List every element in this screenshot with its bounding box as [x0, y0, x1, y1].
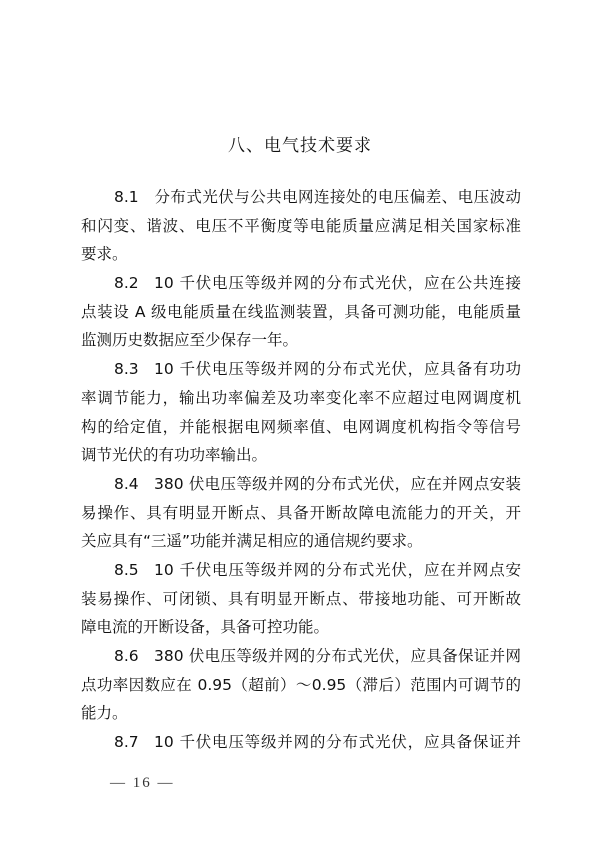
line-text: 监测历史数据应至少保存一年。 — [81, 331, 299, 350]
line-text: 分布式光伏与公共电网连接处的电压偏差、电压波动 — [154, 188, 521, 206]
text-line — [81, 413, 521, 442]
text-line — [81, 642, 521, 671]
clause-number: 8.4 — [114, 474, 139, 493]
clause-8-3 — [81, 355, 521, 470]
text-line — [81, 728, 521, 757]
line-text: 和闪变、谐波、电压不平衡度等电能质量应满足相关国家标准 — [81, 216, 521, 235]
line-text: 380 伏电压等级并网的分布式光伏，应具备保证并网 — [154, 647, 521, 665]
text-line — [81, 269, 521, 298]
text-line — [81, 527, 521, 556]
line-text: 10 千伏电压等级并网的分布式光伏，应具备保证并 — [154, 733, 521, 752]
line-text: 要求。 — [81, 245, 128, 264]
line-text: 装易操作、可闭锁、具有明显开断点、带接地功能、可开断故 — [81, 589, 521, 608]
line-text: 易操作、具有明显开断点、具备开断故障电流能力的开关，开 — [81, 503, 521, 522]
line-text: 率调节能力，输出功率偏差及功率变化率不应超过电网调度机 — [81, 388, 521, 407]
text-line — [81, 613, 521, 642]
line-text: 10 千伏电压等级并网的分布式光伏，应在公共连接 — [154, 274, 521, 293]
line-text: 380 伏电压等级并网的分布式光伏，应在并网点安装 — [154, 474, 521, 493]
text-line — [81, 298, 521, 327]
clause-8-1 — [81, 183, 521, 269]
text-line — [81, 384, 521, 413]
text-line — [81, 499, 521, 528]
line-text: 10 千伏电压等级并网的分布式光伏，应具备有功功 — [154, 360, 521, 379]
clause-number: 8.1 — [114, 188, 139, 206]
text-line — [81, 470, 521, 499]
document-body — [81, 183, 521, 757]
text-line — [81, 671, 521, 700]
text-line — [81, 556, 521, 585]
clause-number: 8.5 — [114, 560, 139, 579]
text-line — [81, 699, 521, 728]
text-line — [81, 183, 521, 212]
text-line — [81, 355, 521, 384]
text-line — [81, 212, 521, 241]
clause-number: 8.2 — [114, 274, 139, 293]
clause-8-4 — [81, 470, 521, 556]
clause-8-6 — [81, 642, 521, 728]
clause-8-7 — [81, 728, 521, 757]
text-line — [81, 585, 521, 614]
text-line — [81, 240, 521, 269]
line-text: 10 千伏电压等级并网的分布式光伏，应在并网点安 — [154, 560, 521, 579]
line-text: 障电流的开断设备，具备可控功能。 — [81, 618, 330, 637]
clause-number: 8.6 — [114, 647, 139, 665]
clause-8-2 — [81, 269, 521, 355]
clause-8-5 — [81, 556, 521, 642]
text-line — [81, 326, 521, 355]
page-number: — 16 — — [110, 775, 175, 791]
line-text: 能力。 — [81, 704, 128, 723]
line-text: 点装设 A 级电能质量在线监测装置，具备可测功能，电能质量 — [81, 302, 521, 321]
section-title: 八、电气技术要求 — [228, 136, 372, 156]
line-text: 调节光伏的有功功率输出。 — [81, 446, 268, 465]
clause-number: 8.7 — [114, 733, 139, 752]
text-line — [81, 441, 521, 470]
line-text: 构的给定值，并能根据电网频率值、电网调度机构指令等信号 — [81, 417, 521, 436]
line-text: 点功率因数应在 0.95（超前）～0.95（滞后）范围内可调节的 — [81, 675, 521, 694]
clause-number: 8.3 — [114, 360, 139, 379]
line-text: 关应具有“三遥”功能并满足相应的通信规约要求。 — [81, 532, 423, 551]
